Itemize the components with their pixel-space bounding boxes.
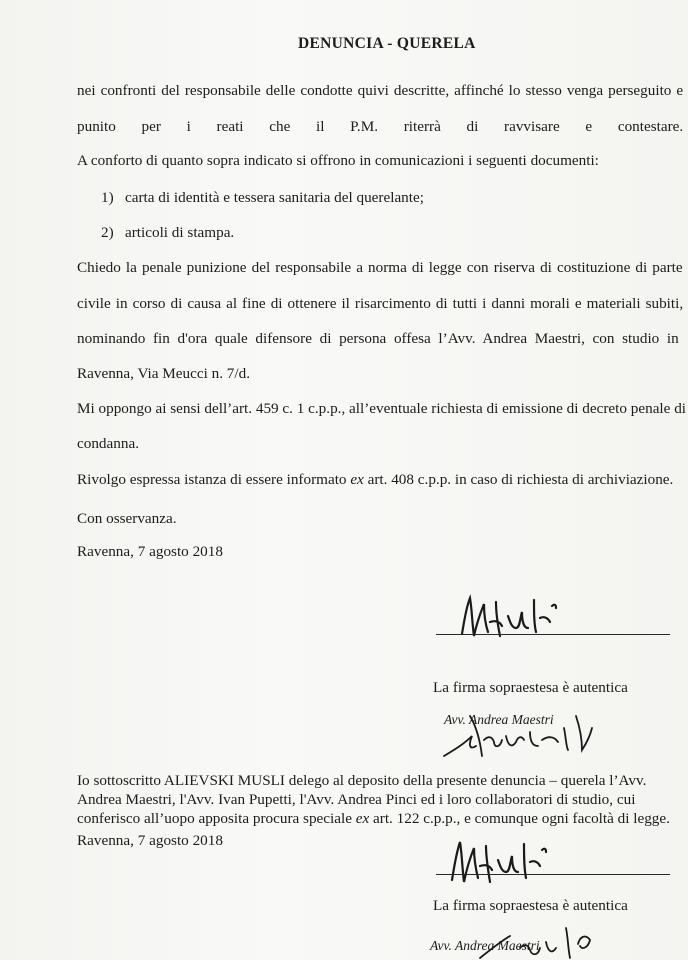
document-item-text: articoli di stampa. [125, 224, 235, 241]
authentication-1: La firma sopraestesa è autentica [433, 679, 628, 696]
signature-line-2 [436, 874, 670, 875]
delegation-line-3-before: conferisco all’uopo apposita procura speciale [77, 810, 356, 827]
signature-maestri-1 [440, 706, 600, 762]
paragraph-1-line-1: nei confronti del responsabile delle condotte quivi descritte, affinché lo stesso venga perseguito e [77, 82, 684, 99]
authentication-2: La firma sopraestesa è autentica [433, 897, 628, 914]
document-item-number: 1) [101, 189, 114, 206]
lawyer-stamp-2: Avv. Andrea Maestri [430, 938, 540, 953]
delegation-line-3 [77, 811, 670, 826]
paragraph-2-line-3: nominando fin d'ora quale difensore di persona offesa l’Avv. Andrea Maestri, con studio in [77, 330, 679, 347]
documents-intro: A conforto di quanto sopra indicato si offrono in comunicazioni i seguenti documenti: [77, 152, 599, 169]
paragraph-3-line-1: Mi oppongo ai sensi dell’art. 459 c. 1 c.p.p., all’eventuale richiesta di emissione di decreto penale di [77, 400, 687, 417]
paragraph-3-line-2: condanna. [77, 435, 139, 452]
paragraph-2-line-1: Chiedo la penale punizione del responsabile a norma di legge con riserva di costituzione di parte [77, 259, 683, 276]
closing: Con osservanza. [77, 510, 177, 527]
paragraph-2-line-2: civile in corso di causa al fine di ottenere il risarcimento di tutti i danni morali e materiali subiti, [77, 295, 684, 312]
document-title: DENUNCIA - QUERELA [298, 35, 476, 52]
signature-maestri-2 [470, 920, 610, 960]
delegation-line-2: Andrea Maestri, l'Avv. Ivan Pupetti, l'Avv. Andrea Pinci ed i loro collaboratori di studio, cui [77, 791, 636, 808]
paragraph-4-italic: ex [350, 471, 364, 488]
delegation-place-date: Ravenna, 7 agosto 2018 [77, 832, 223, 849]
document-item-text: carta di identità e tessera sanitaria del querelante; [125, 189, 424, 206]
paragraph-2-line-4: Ravenna, Via Meucci n. 7/d. [77, 365, 250, 382]
paragraph-4 [77, 472, 673, 487]
delegation-line-3-after: art. 122 c.p.p., e comunque ogni facoltà di legge. [369, 810, 670, 827]
signature-line-1 [436, 634, 670, 635]
paragraph-4-before: Rivolgo espressa istanza di essere informato [77, 471, 351, 488]
place-date: Ravenna, 7 agosto 2018 [77, 543, 223, 560]
document-item-number: 2) [101, 224, 114, 241]
delegation-line-1: Io sottoscritto ALIEVSKI MUSLI delego al deposito della presente denuncia – querela l’Avv. [77, 772, 647, 789]
delegation-line-3-italic: ex [355, 810, 370, 827]
signature-musli-2 [440, 836, 560, 886]
paragraph-1-line-2: punito per i reati che il P.M. riterrà di ravvisare e contestare. [77, 118, 684, 135]
lawyer-stamp-1: Avv. Andrea Maestri [444, 712, 554, 727]
paragraph-4-after: art. 408 c.p.p. in caso di richiesta di archiviazione. [363, 471, 674, 488]
